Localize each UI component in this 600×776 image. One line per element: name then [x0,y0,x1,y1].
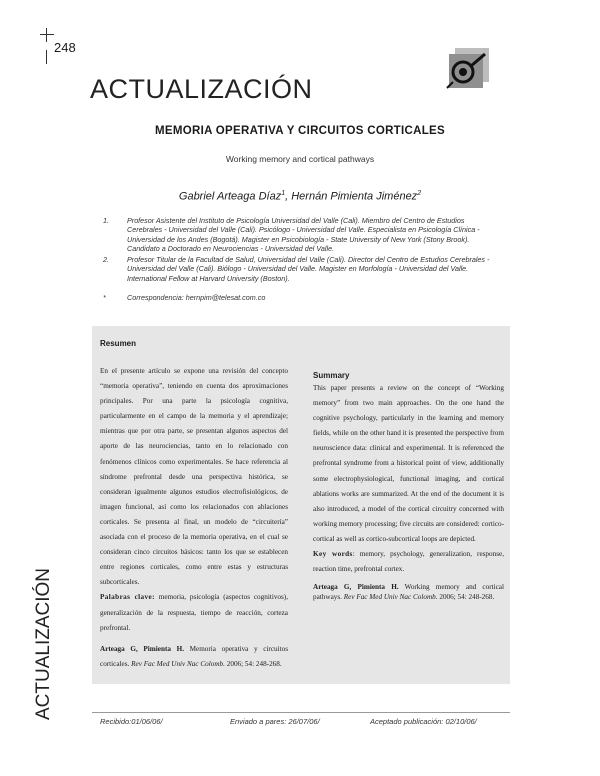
summary-body: This paper presents a review on the concept of “Working memory” from two main approaches. On the one hand the cognitive psychology, particularly in the learning and memory fields, while on the other hand it is presented the perspective from neuroscience data: clinical and experimental. It is referenced the prefrontal syndrome from a historical point of view, additionally some electrophysiological, functional imaging, and cortical ablations works are summarized. At the end of the document it is also introduced, a model of the cortical circuitry concerned with working memory processing; five circuits are considered: cortico-cortical as well as cortico-subcortical loops are depicted. [313,384,504,543]
keywords-text: : memory, psychology, generalization, response, reaction time, prefrontal cortex. [313,550,505,574]
accepted-date: Aceptado publicación: 02/10/06/ [370,717,477,726]
citation-title: Working memory and cortical pathways. [313,583,504,601]
citation-journal: Rev Fac Med Univ Nac Colomb. [341,592,438,601]
author-name: Hernán Pimienta Jiménez [291,190,418,203]
resumen-keywords [100,590,288,635]
citation-ref: 2006; 54: 248-268. [224,659,282,668]
crop-mark [40,34,54,35]
affiliation-marker: 1 [281,190,286,197]
page-number: 248 [54,40,76,55]
authors [0,190,600,203]
affiliation-text: Profesor Asistente del Instituto de Psicología Universidad del Valle (Cali). Miembro del Centro de Estudios Cerebrales - Universidad del Valle (Cali). Psicólogo - Universidad del Valle. Especialista en Psicología Clínica - Universidad de los Andes (Bogotá). Magister en Psicobiología - State University of New York (Stony Brook). Candidato a Doctorado en Neurociencias - Universidad del Valle. [127,216,480,254]
affiliation-marker: 2 [417,190,422,197]
summary-column [313,331,504,602]
affiliation-1 [103,216,503,254]
article-title: MEMORIA OPERATIVA Y CIRCUITOS CORTICALES [155,125,445,137]
resumen-heading: Resumen [100,339,137,348]
resumen-citation [100,642,288,672]
correspondence [103,293,503,305]
keywords-label: Key words [313,550,353,559]
author-name: Gabriel Arteaga Díaz [178,190,282,203]
author-separator: , [285,190,292,203]
summary-keywords [313,547,504,577]
summary-heading: Summary [313,371,350,380]
received-date: Recibido:01/06/06/ [100,717,163,726]
affiliation-number: * [103,293,106,302]
correspondence-text: Correspondencia: hernpim@telesat.com.co [127,293,266,302]
side-section-label: ACTUALIZACIÓN [33,567,54,720]
crop-mark [46,28,47,42]
crop-mark [46,50,47,64]
citation-ref: 2006; 54: 248-268. [437,592,495,601]
footer-divider [92,712,510,713]
affiliation-2 [103,255,503,285]
summary-citation [313,583,504,602]
affiliation-text: Profesor Titular de la Facultad de Salud, Universidad del Valle (Cali). Director del Centro de Estudios Cerebrales - Universidad del Valle (Cali). Biólogo - Universidad del Valle. Magister en Morfología - Universidad del Valle. International Fellow at Harvard University (Boston). [127,255,490,283]
citation-authors: Arteaga G, Pimienta H. [313,583,399,592]
section-title: ACTUALIZACIÓN [90,74,313,104]
keywords-label: Palabras clave: [100,593,155,602]
affiliation-number: 1. [103,216,109,225]
citation-title: Memoria operativa y circuitos corticales. [100,644,288,668]
sent-to-peers-date: Enviado a pares: 26/07/06/ [230,717,320,726]
citation-authors: Arteaga G, Pimienta H. [100,644,184,653]
stethoscope-icon [441,42,495,94]
resumen-column [100,364,288,672]
affiliation-number: 2. [103,255,109,264]
article-subtitle: Working memory and cortical pathways [225,154,375,164]
citation-journal: Rev Fac Med Univ Nac Colomb. [129,659,225,668]
keywords-text: memoria, psicología (aspectos cognitivos), generalización de la respuesta, tiempo de reacción, corteza prefrontal. [100,593,288,632]
resumen-body: En el presente artículo se expone una revisión del concepto “memoria operativa”, teniendo en cuenta dos aproximaciones principales. Por una parte la psicología cognitiva, particularmente en el campo de la memoria y el aprendizaje; mientras que por otra parte, se presentan algunos aspectos del aporte de las neurociencias, tanto en lo relacionado con fenómenos clínicos como experimentales. Se hace referencia al síndrome prefrontal desde una perspectiva histórica, se consideran igualmente algunos estudios electrofisiológicos, de imagen funcional, así como los relacionados con ablaciones corticales. Se presenta al final, un modelo de “circuitería” asociada con el proceso de la memoria operativa, en el cual se consideran cinco circuitos básicos: tanto los que se establecen entre regiones corticales, como entre estas y estructuras subcorticales. [100,367,288,587]
